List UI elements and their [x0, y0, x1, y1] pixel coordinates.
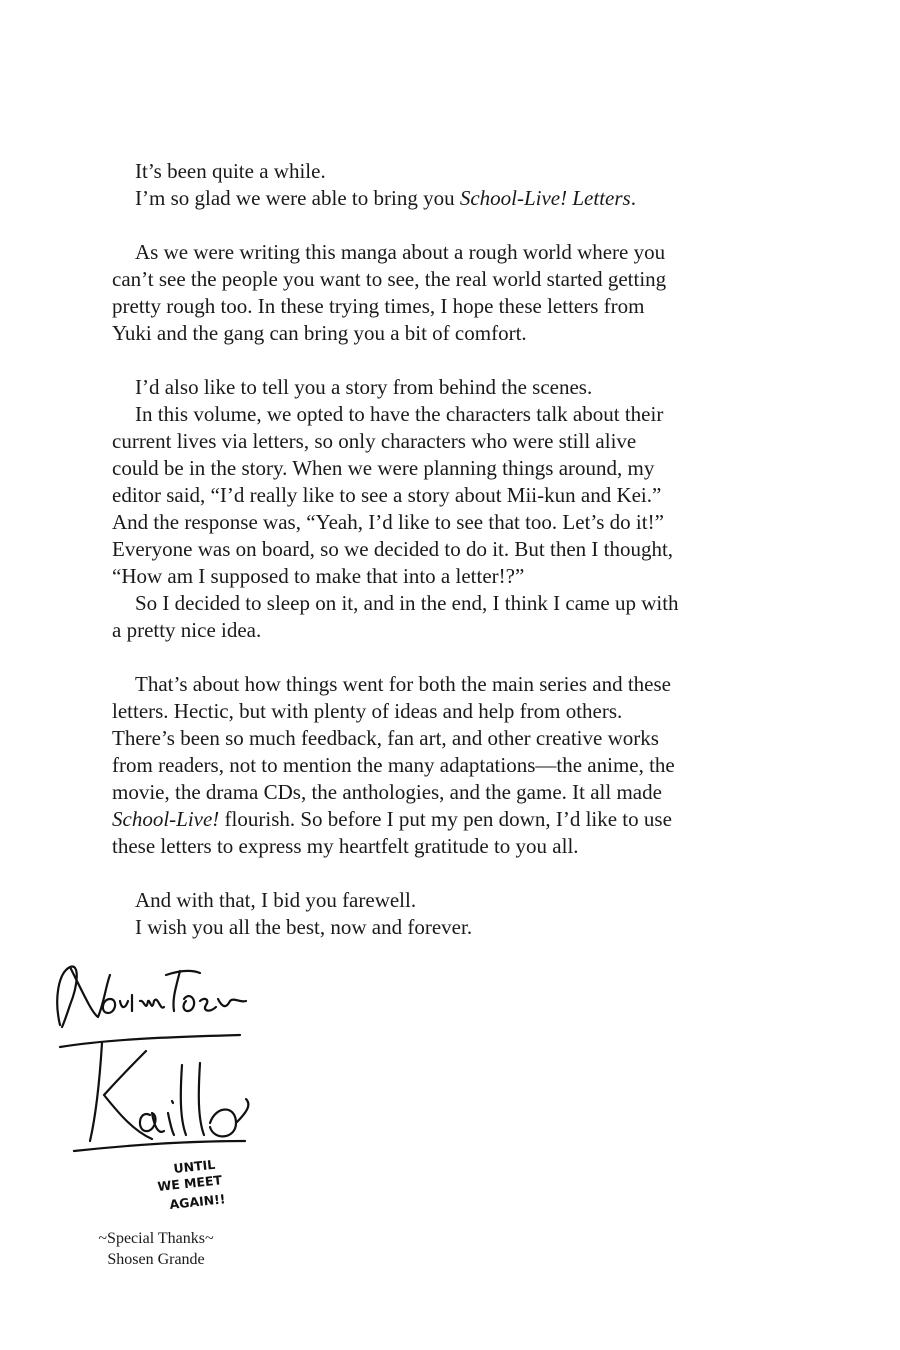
text-line: Everyone was on board, so we decided to do it. But then I thought, — [112, 537, 674, 561]
text-run: flourish. So before I put my pen down, I’d like to use — [219, 807, 672, 831]
paragraph-4 — [112, 671, 772, 860]
text-line: I wish you all the best, now and forever. — [135, 915, 473, 939]
text-line: Yuki and the gang can bring you a bit of comfort. — [112, 321, 527, 345]
signature-underline — [60, 1035, 240, 1047]
text-run: I’m so glad we were able to bring you — [135, 186, 460, 210]
text-line: editor said, “I’d really like to see a story about Mii-kun and Kei.” — [112, 483, 662, 507]
book-title: School-Live! Letters — [459, 186, 631, 210]
text-line: pretty rough too. In these trying times, I hope these letters from — [112, 294, 645, 318]
text-line — [112, 806, 772, 833]
handwritten-note-line: AGAIN!! — [168, 1191, 227, 1212]
paragraph-2 — [112, 239, 772, 347]
signature-stroke — [57, 967, 110, 1027]
paragraph-5 — [112, 887, 772, 941]
text-line: So I decided to sleep on it, and in the end, I think I came up with — [135, 591, 679, 615]
text-line: could be in the story. When we were planning things around, my — [112, 456, 655, 480]
text-line: As we were writing this manga about a rough world where you — [135, 240, 666, 264]
text-line: There’s been so much feedback, fan art, and other creative works — [112, 726, 659, 750]
text-line: from readers, not to mention the many adaptations—the anime, the — [112, 753, 675, 777]
text-run: . — [630, 186, 636, 210]
text-line: can’t see the people you want to see, the real world started getting — [112, 267, 667, 291]
text-line: That’s about how things went for both the main series and these — [135, 672, 671, 696]
signature-stroke — [140, 1101, 174, 1135]
handwritten-note-line: UNTIL — [172, 1156, 216, 1176]
special-thanks — [80, 1228, 232, 1270]
text-line: It’s been quite a while. — [135, 159, 326, 183]
paragraph-3 — [112, 374, 772, 644]
text-line: And with that, I bid you farewell. — [135, 888, 417, 912]
text-line: And the response was, “Yeah, I’d like to see that too. Let’s do it!” — [112, 510, 664, 534]
letter-body — [112, 158, 772, 968]
text-line: these letters to express my heartfelt gratitude to you all. — [112, 834, 579, 858]
signature-stroke — [103, 995, 164, 1013]
signature-underline — [74, 1141, 245, 1151]
book-title: School-Live! — [112, 807, 220, 831]
text-line: “How am I supposed to make that into a letter!?” — [112, 564, 525, 588]
text-line: letters. Hectic, but with plenty of ideas and help from others. — [112, 699, 623, 723]
paragraph-1 — [112, 158, 772, 212]
signature-stroke — [166, 971, 246, 1011]
special-thanks-heading: ~Special Thanks~ — [98, 1230, 214, 1247]
text-line — [112, 185, 772, 212]
text-line: I’d also like to tell you a story from behind the scenes. — [135, 375, 593, 399]
author-signatures — [40, 955, 270, 1215]
text-line: current lives via letters, so only characters who were still alive — [112, 429, 637, 453]
signature-stroke — [90, 1043, 152, 1141]
signature-stroke — [181, 1063, 249, 1136]
text-line: movie, the drama CDs, the anthologies, and the game. It all made — [112, 780, 662, 804]
handwritten-signature — [40, 955, 270, 1215]
text-line: In this volume, we opted to have the characters talk about their — [135, 402, 664, 426]
special-thanks-name: Shosen Grande — [107, 1251, 205, 1268]
text-line: a pretty nice idea. — [112, 618, 262, 642]
handwritten-note-line: WE MEET — [156, 1172, 223, 1194]
